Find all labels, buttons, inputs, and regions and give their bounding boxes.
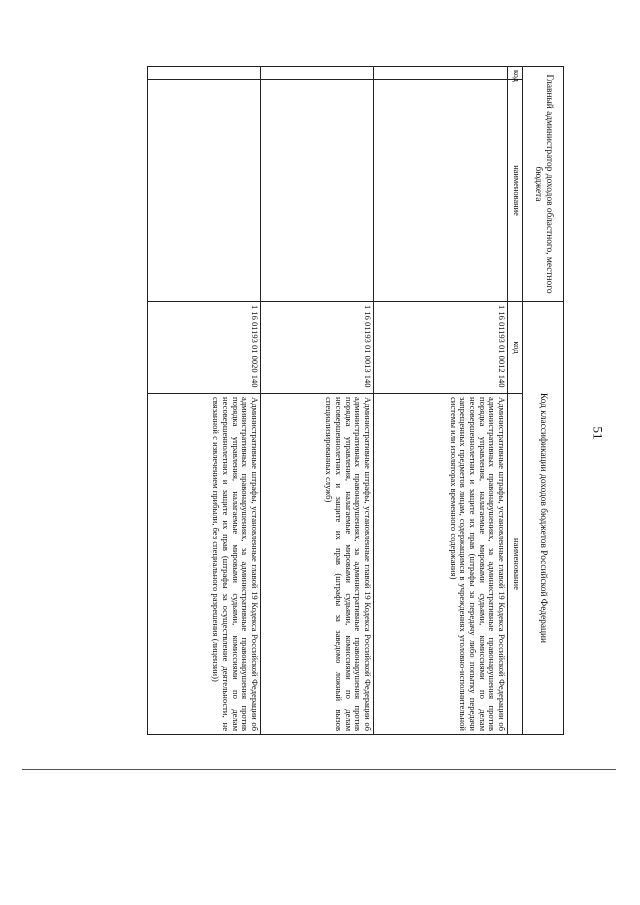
revenue-classification-table [147,66,564,735]
main-name-header: наименование [508,394,523,735]
table-row [148,67,261,735]
admin-code-cell [373,67,507,80]
classification-header: Код классификации доходов бюджетов Российской Федерации [523,302,564,735]
kbk-name-cell: Административные штрафы, установленные главой 19 Кодекса Российской Федерации об административных правонарушениях, за административные правонарушения против порядка управления, налагаемые мировыми судьями, комиссиями по делам несовершеннолетних и защите их прав (штрафы за заведомо ложный вызов специализированных служб) [260,394,373,735]
page-bottom-rule [22,769,616,770]
admin-code-header: код [508,67,523,80]
kbk-code-cell: 1 16 01193 01 0012 140 [373,302,507,394]
main-code-header: код [508,302,523,394]
kbk-name-cell: Административные штрафы, установленные главой 19 Кодекса Российской Федерации об административных правонарушениях, за административные правонарушения против порядка управления, налагаемые мировыми судьями, комиссиями по делам несовершеннолетних и защите их прав (штрафы за передачу либо попытку передачи запрещенных предметов лицам, содержащимся в учреждениях уголовно-исполнительной системы или изоляторах временного содержания) [373,394,507,735]
table-row [373,67,507,735]
admin-name-cell [148,80,261,302]
admin-name-header: наименование [508,80,523,302]
admin-name-cell [260,80,373,302]
admin-header: Главный администратор доходов областного, местного бюджета [523,67,564,302]
table-row [260,67,373,735]
rotated-table-container [147,66,564,734]
admin-code-cell [260,67,373,80]
admin-code-cell [148,67,261,80]
admin-name-cell [373,80,507,302]
kbk-code-cell: 1 16 01193 01 0013 140 [260,302,373,394]
kbk-name-cell: Административные штрафы, установленные главой 19 Кодекса Российской Федерации об административных правонарушениях, за административные правонарушения против порядка управления, налагаемые мировыми судьями, комиссиями по делам несовершеннолетних и защите их прав (штрафы за осуществление деятельности, не связанной с извлечением прибыли, без специального разрешения (лицензии)) [148,394,261,735]
page-number: 51 [590,426,606,440]
table-header-row-1 [523,67,564,735]
kbk-code-cell: 1 16 01193 01 0020 140 [148,302,261,394]
